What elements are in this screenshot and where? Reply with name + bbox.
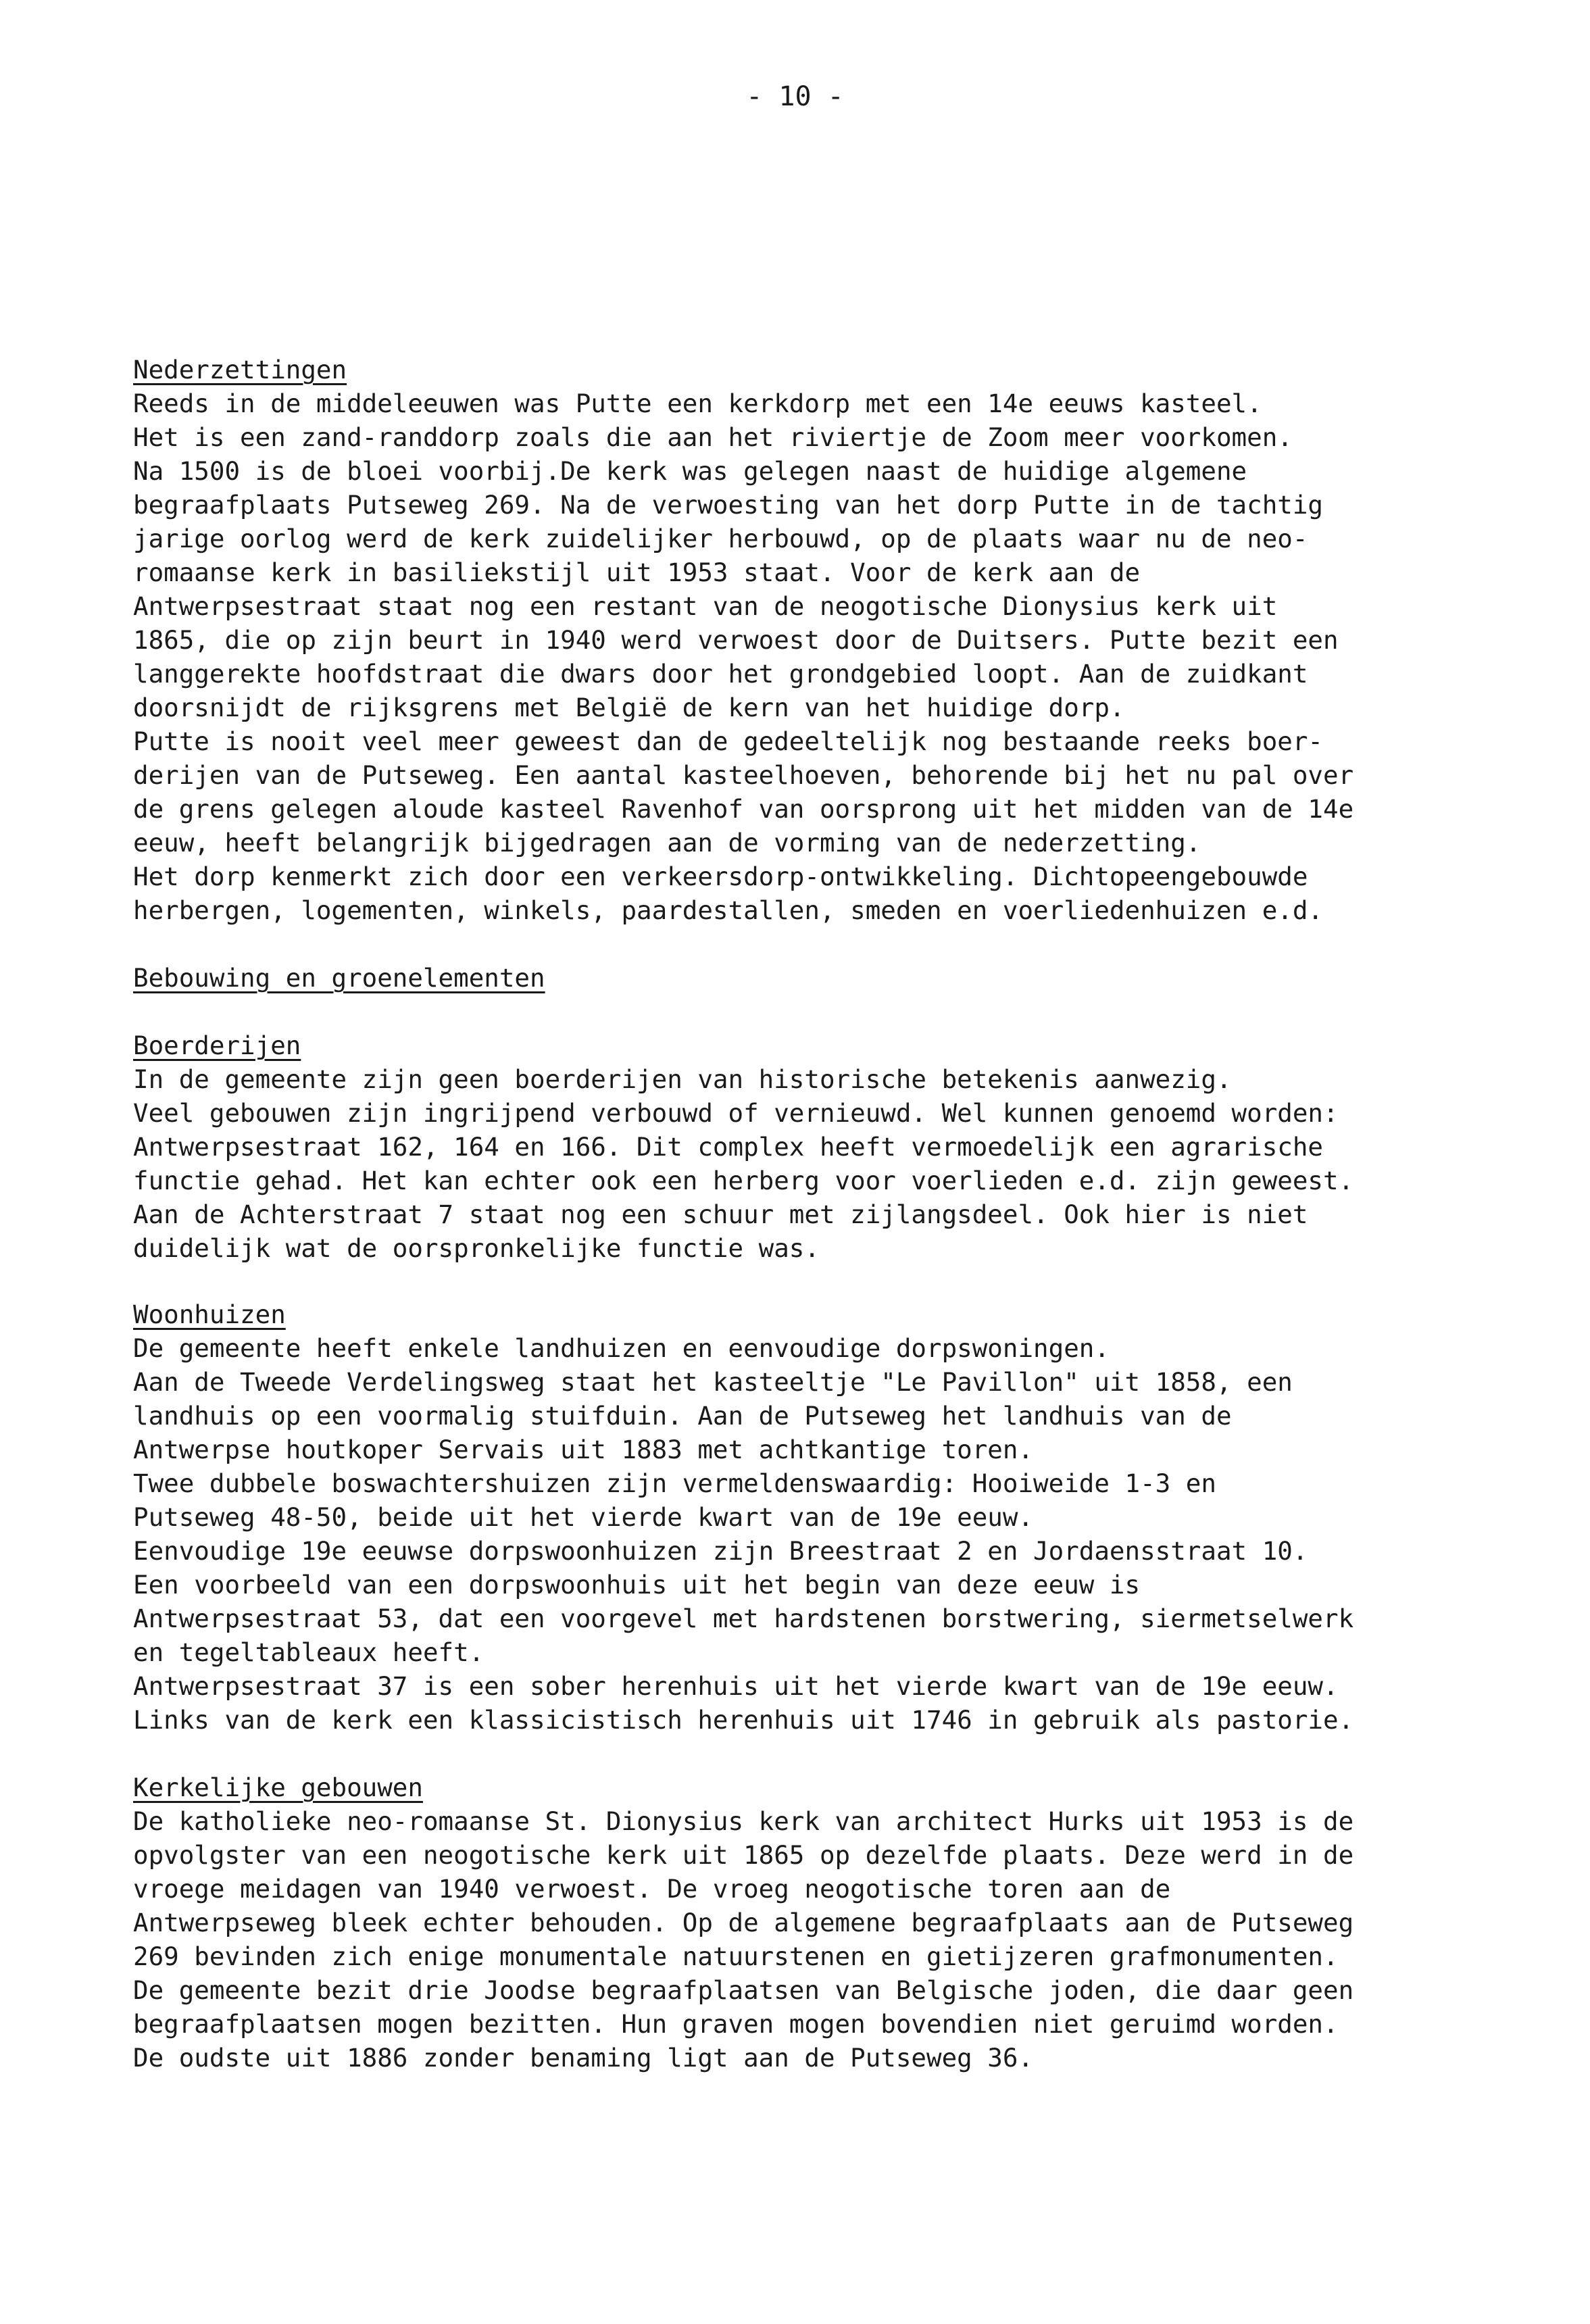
text-line: doorsnijdt de rijksgrens met België de kern van het huidige dorp. bbox=[133, 693, 1125, 722]
text-line: De gemeente bezit drie Joodse begraafplaatsen van Belgische joden, die daar geen bbox=[133, 1975, 1354, 2005]
text-line: begraafplaatsen mogen bezitten. Hun graven mogen bovendien niet geruimd worden. bbox=[133, 2009, 1339, 2039]
text-line: Eenvoudige 19e eeuwse dorpswoonhuizen zijn Breestraat 2 en Jordaensstraat 10. bbox=[133, 1536, 1308, 1566]
text-line: de grens gelegen aloude kasteel Ravenhof van oorsprong uit het midden van de 14e bbox=[133, 794, 1354, 824]
text-line: derijen van de Putseweg. Een aantal kasteelhoeven, behorende bij het nu pal over bbox=[133, 760, 1354, 790]
text-line: langgerekte hoofdstraat die dwars door het grondgebied loopt. Aan de zuidkant bbox=[133, 659, 1308, 689]
text-line: Veel gebouwen zijn ingrijpend verbouwd of vernieuwd. Wel kunnen genoemd worden: bbox=[133, 1098, 1339, 1128]
text-line: Het is een zand-randdorp zoals die aan het riviertje de Zoom meer voorkomen. bbox=[133, 422, 1293, 452]
section-heading: Woonhuizen bbox=[133, 1300, 286, 1329]
text-line: 1865, die op zijn beurt in 1940 werd verwoest door de Duitsers. Putte bezit een bbox=[133, 625, 1339, 655]
text-line: begraafplaats Putseweg 269. Na de verwoesting van het dorp Putte in de tachtig bbox=[133, 490, 1323, 520]
text-line: landhuis op een voormalig stuifduin. Aan de Putseweg het landhuis van de bbox=[133, 1401, 1232, 1431]
text-line: Links van de kerk een klassicistisch herenhuis uit 1746 in gebruik als pastorie. bbox=[133, 1705, 1354, 1735]
section-heading: Bebouwing en groenelementen bbox=[133, 963, 545, 993]
text-line: Na 1500 is de bloei voorbij.De kerk was gelegen naast de huidige algemene bbox=[133, 456, 1247, 486]
text-line: Putseweg 48-50, beide uit het vierde kwart van de 19e eeuw. bbox=[133, 1502, 1034, 1532]
text-line: Antwerpse houtkoper Servais uit 1883 met achtkantige toren. bbox=[133, 1435, 1034, 1464]
text-line: In de gemeente zijn geen boerderijen van historische betekenis aanwezig. bbox=[133, 1064, 1232, 1094]
text-line: Antwerpsestraat 53, dat een voorgevel met hardstenen borstwering, siermetselwerk bbox=[133, 1604, 1354, 1633]
text-line: Het dorp kenmerkt zich door een verkeersdorp-ontwikkeling. Dichtopeengebouwde bbox=[133, 862, 1308, 891]
text-line: De katholieke neo-romaanse St. Dionysius kerk van architect Hurks uit 1953 is de bbox=[133, 1806, 1354, 1836]
text-line: Een voorbeeld van een dorpswoonhuis uit het begin van deze eeuw is bbox=[133, 1570, 1141, 1600]
text-line: 269 bevinden zich enige monumentale natuurstenen en gietijzeren grafmonumenten. bbox=[133, 1942, 1339, 1971]
page-number: - 10 - bbox=[746, 81, 844, 112]
text-line: jarige oorlog werd de kerk zuidelijker herbouwd, op de plaats waar nu de neo- bbox=[133, 524, 1308, 553]
text-line: Antwerpsestraat staat nog een restant van de neogotische Dionysius kerk uit bbox=[133, 591, 1278, 621]
section-heading: Nederzettingen bbox=[133, 355, 347, 385]
text-line: functie gehad. Het kan echter ook een herberg voor voerlieden e.d. zijn geweest. bbox=[133, 1166, 1354, 1195]
text-line: Reeds in de middeleeuwen was Putte een kerkdorp met een 14e eeuws kasteel. bbox=[133, 389, 1262, 418]
text-line: Antwerpseweg bleek echter behouden. Op de algemene begraafplaats aan de Putseweg bbox=[133, 1908, 1354, 1937]
section-heading: Kerkelijke gebouwen bbox=[133, 1773, 423, 1802]
text-line: De oudste uit 1886 zonder benaming ligt aan de Putseweg 36. bbox=[133, 2043, 1034, 2073]
text-line: Antwerpsestraat 37 is een sober herenhuis uit het vierde kwart van de 19e eeuw. bbox=[133, 1671, 1339, 1701]
section-boerderijen bbox=[133, 1029, 1552, 1265]
text-line: eeuw, heeft belangrijk bijgedragen aan de vorming van de nederzetting. bbox=[133, 828, 1201, 858]
section-nederzettingen bbox=[133, 353, 1552, 927]
text-line: Putte is nooit veel meer geweest dan de gedeeltelijk nog bestaande reeks boer- bbox=[133, 726, 1323, 756]
section-kerkelijke-gebouwen bbox=[133, 1771, 1552, 2075]
text-line: vroege meidagen van 1940 verwoest. De vroeg neogotische toren aan de bbox=[133, 1874, 1171, 1904]
text-line: Twee dubbele boswachtershuizen zijn vermeldenswaardig: Hooiweide 1-3 en bbox=[133, 1468, 1216, 1498]
text-line: Aan de Tweede Verdelingsweg staat het kasteeltje "Le Pavillon" uit 1858, een bbox=[133, 1367, 1293, 1397]
text-line: De gemeente heeft enkele landhuizen en eenvoudige dorpswoningen. bbox=[133, 1333, 1110, 1363]
text-line: en tegeltableaux heeft. bbox=[133, 1637, 485, 1667]
text-line: herbergen, logementen, winkels, paardestallen, smeden en voerliedenhuizen e.d. bbox=[133, 895, 1323, 925]
text-line: duidelijk wat de oorspronkelijke functie was. bbox=[133, 1233, 820, 1263]
text-line: Aan de Achterstraat 7 staat nog een schuur met zijlangsdeel. Ook hier is niet bbox=[133, 1200, 1308, 1229]
section-bebouwing bbox=[133, 961, 1552, 995]
section-woonhuizen bbox=[133, 1297, 1552, 1737]
section-heading: Boerderijen bbox=[133, 1031, 301, 1060]
text-line: Antwerpsestraat 162, 164 en 166. Dit complex heeft vermoedelijk een agrarische bbox=[133, 1132, 1323, 1162]
text-line: romaanse kerk in basiliekstijl uit 1953 staat. Voor de kerk aan de bbox=[133, 558, 1141, 587]
text-line: opvolgster van een neogotische kerk uit 1865 op dezelfde plaats. Deze werd in de bbox=[133, 1840, 1354, 1870]
